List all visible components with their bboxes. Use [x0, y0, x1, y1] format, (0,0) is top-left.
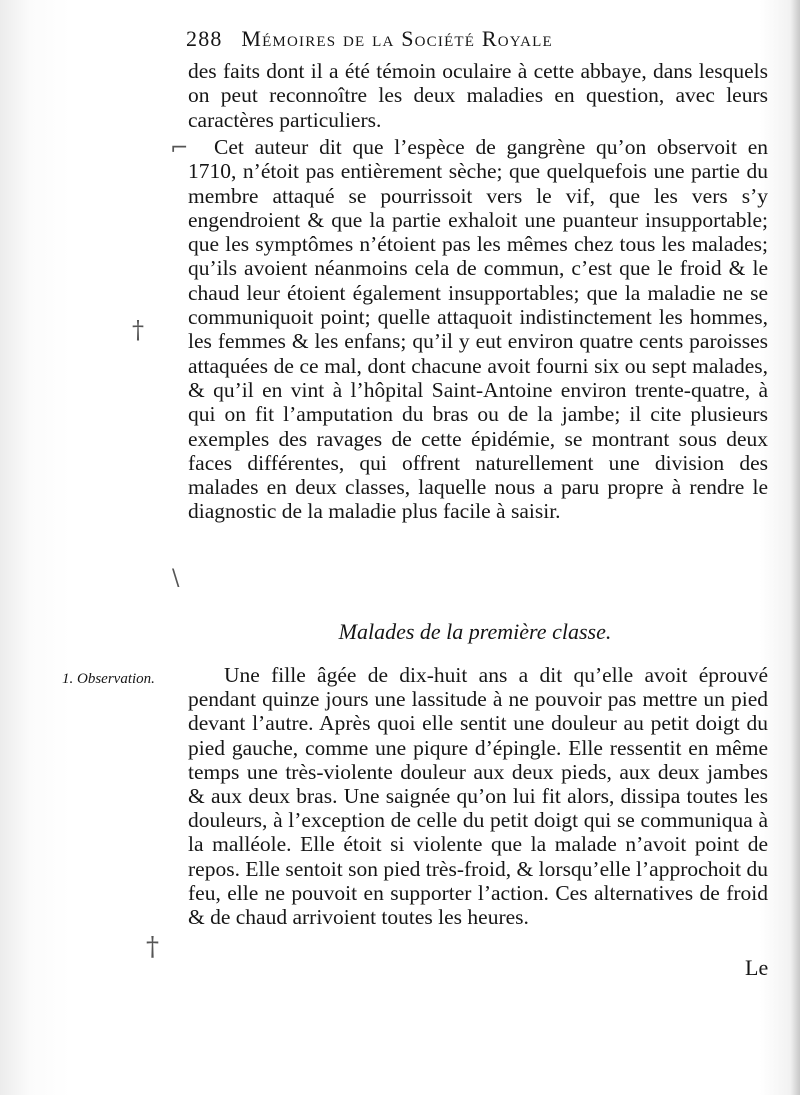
section-heading: Malades de la première classe. [338, 619, 612, 644]
margin-bracket-mark: ⌐ [170, 136, 189, 161]
running-header [186, 26, 553, 52]
paragraph-author-account: Cet auteur dit que l’espèce de gangrène qu’on observoit en 1710, n’étoit pas entièrement sèche; que quelquefois une partie du membre attaqué se pourrissoit vers le vif, que les vers s’y engendroient & que la partie exhaloit une puanteur insupportable; que les symptômes n’étoient pas les mêmes chez tous les malades; qu’ils avoient néanmoins cela de commun, c’est que le froid & le chaud leur étoient également insupportables; que la maladie ne se communiquoit point; quelle attaquoit indistinctement les hommes, les femmes & les enfans; qu’il y eut environ quatre cents paroisses attaquées de ce mal, dont chacune avoit fourni six ou sept malades, & qu’il en vint à l’hôpital Saint-Antoine environ trente-quatre, à qui on fit l’amputation du bras ou de la jambe; il cite plusieurs exemples des ravages de cette épidémie, se montrant sous deux faces différentes, qui offrent naturellement une division des malades en deux classes, laquelle nous a paru propre à rendre le diagnostic de la maladie plus facile à saisir. [188, 135, 768, 524]
margin-cross-mark: † [132, 316, 144, 344]
running-title: Mémoires de la Société Royale [241, 26, 553, 51]
page-number: 288 [186, 26, 223, 51]
margin-bracket-mark-2: \ [172, 566, 180, 591]
margin-cross-mark-2: † [146, 932, 159, 962]
paragraph-observation: Une fille âgée de dix-huit ans a dit qu’elle avoit éprouvé pendant quinze jours une lassitude à ne pouvoir pas mettre un pied devant l’autre. Après quoi elle sentit une douleur au petit doigt du pied gauche, comme une piqure d’épingle. Elle ressentit en même temps une très-violente douleur aux deux pieds, aux deux jambes & aux deux bras. Une saignée qu’on lui fit alors, dissipa toutes les douleurs, à l’exception de celle du petit doigt qui se communiqua à la malléole. Elle étoit si violente que la malade n’avoit point de repos. Elle sentoit son pied très-froid, & lorsqu’elle l’approchoit du feu, elle ne pouvoit en supporter l’action. Ces alternatives de froid & de chaud arrivoient toutes les heures. [188, 663, 768, 930]
margin-note-observation: 1. Observation. [62, 671, 155, 687]
paragraph-continuation: des faits dont il a été témoin oculaire à cette abbaye, dans lesquels on peut reconnoître les deux maladies en question, avec leurs caractères particuliers. [188, 59, 768, 132]
catchword: Le [745, 955, 769, 980]
